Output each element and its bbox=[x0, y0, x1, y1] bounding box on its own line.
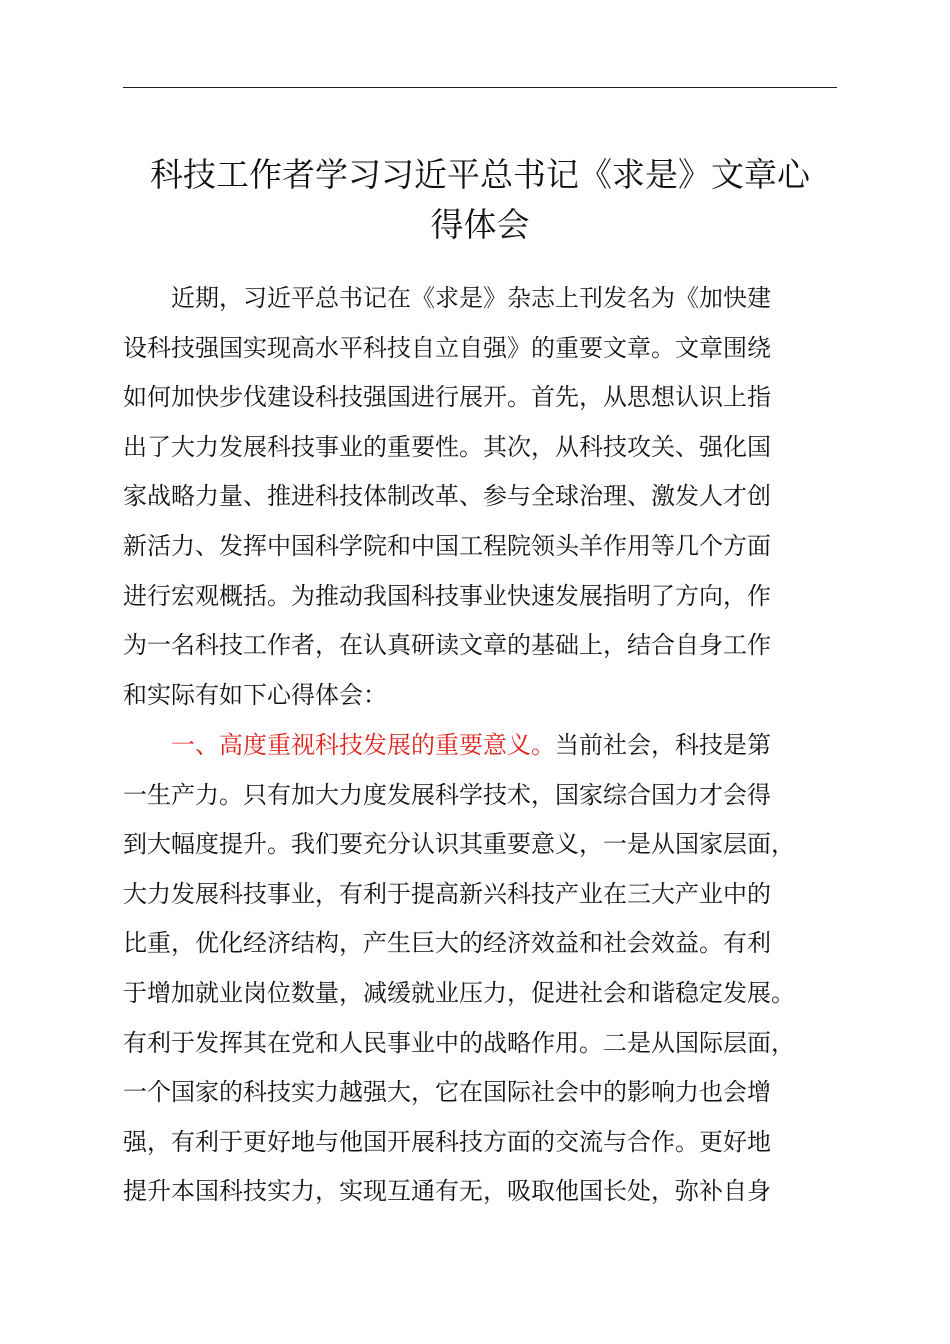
paragraph-line: 于增加就业岗位数量，减缓就业压力，促进社会和谐稳定发展。 bbox=[123, 978, 795, 1007]
paragraph-line: 出了大力发展科技事业的重要性。其次，从科技攻关、强化国 bbox=[123, 432, 771, 461]
paragraph-line: 新活力、发挥中国科学院和中国工程院领头羊作用等几个方面 bbox=[123, 531, 771, 560]
header-rule bbox=[123, 87, 837, 88]
paragraph-line: 设科技强国实现高水平科技自立自强》的重要文章。文章围绕 bbox=[123, 333, 771, 362]
paragraph-line: 为一名科技工作者，在认真研读文章的基础上，结合自身工作 bbox=[123, 631, 771, 660]
paragraph-line: 提升本国科技实力，实现互通有无，吸取他国长处，弥补自身 bbox=[123, 1177, 771, 1206]
paragraph-line: 和实际有如下心得体会： bbox=[123, 680, 387, 709]
paragraph-line: 家战略力量、推进科技体制改革、参与全球治理、激发人才创 bbox=[123, 482, 771, 511]
paragraph-line: 大力发展科技事业，有利于提高新兴科技产业在三大产业中的 bbox=[123, 879, 771, 908]
paragraph-line: 一个国家的科技实力越强大，它在国际社会中的影响力也会增 bbox=[123, 1078, 771, 1107]
section-first-line-text: 当前社会，科技是第 bbox=[555, 731, 771, 759]
paragraph-first-line bbox=[123, 721, 837, 771]
paragraph-line: 近期，习近平总书记在《求是》杂志上刊发名为《加快建 bbox=[171, 284, 771, 312]
paragraph-intro bbox=[123, 274, 837, 720]
paragraph-line: 一生产力。只有加大力度发展科学技术，国家综合国力才会得 bbox=[123, 780, 771, 809]
paragraph-section-1 bbox=[123, 721, 837, 1217]
title-line-1: 科技工作者学习习近平总书记《求是》文章心 bbox=[150, 155, 810, 194]
paragraph-line: 到大幅度提升。我们要充分认识其重要意义，一是从国家层面， bbox=[123, 830, 795, 859]
paragraph-line: 比重，优化经济结构，产生巨大的经济效益和社会效益。有利 bbox=[123, 929, 771, 958]
paragraph-line: 进行宏观概括。为推动我国科技事业快速发展指明了方向，作 bbox=[123, 581, 771, 610]
section-heading: 一、高度重视科技发展的重要意义。 bbox=[171, 731, 555, 759]
paragraph-line: 有利于发挥其在党和人民事业中的战略作用。二是从国际层面， bbox=[123, 1028, 795, 1057]
title-line-2: 得体会 bbox=[430, 205, 530, 244]
document-title bbox=[100, 150, 860, 250]
paragraph-line: 强，有利于更好地与他国开展科技方面的交流与合作。更好地 bbox=[123, 1127, 771, 1156]
paragraph-line: 如何加快步伐建设科技强国进行展开。首先，从思想认识上指 bbox=[123, 383, 771, 412]
